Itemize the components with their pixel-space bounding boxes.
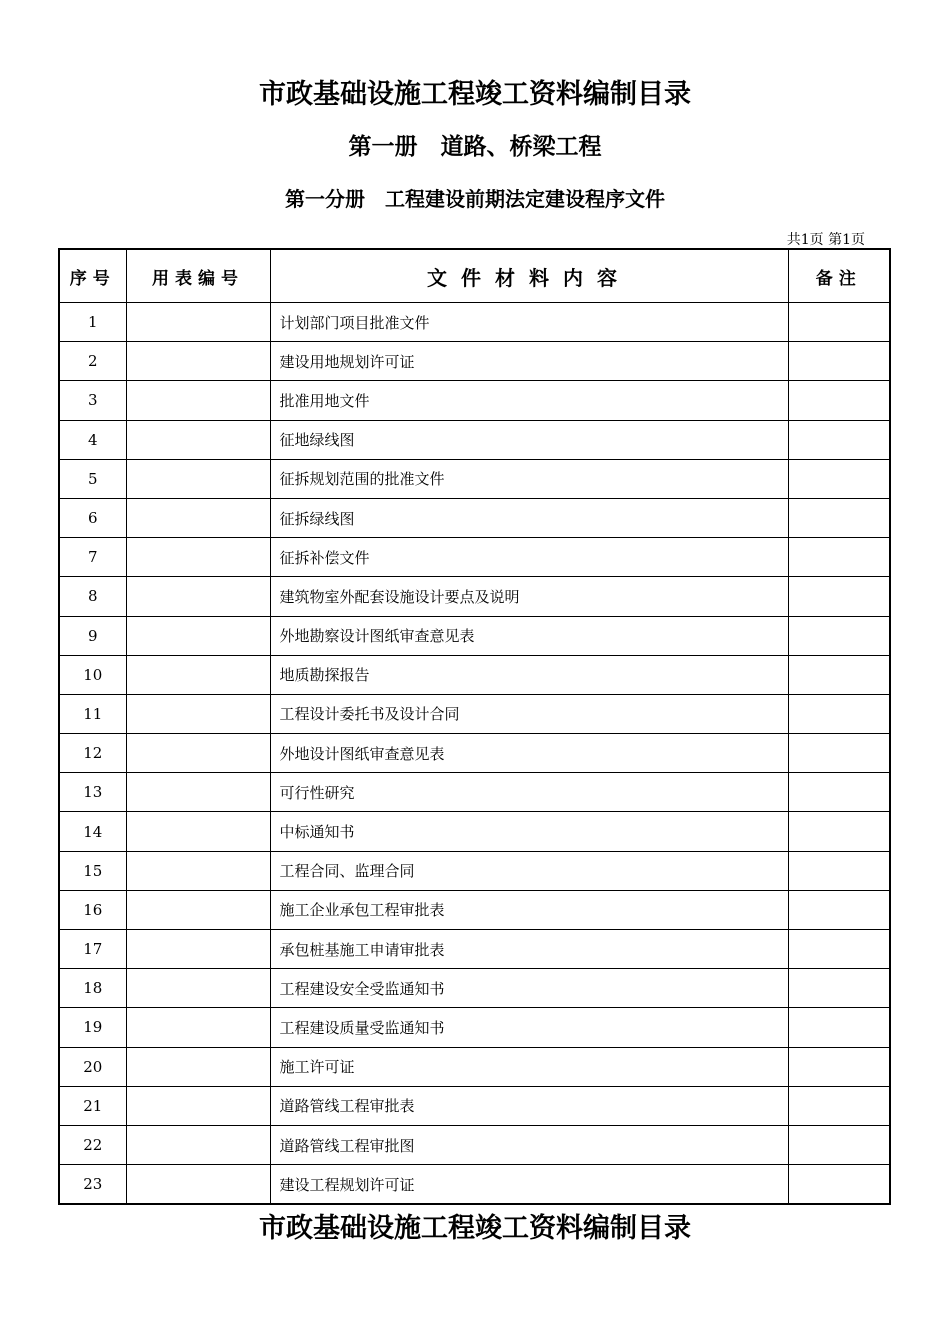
row-note-cell (788, 1165, 890, 1205)
table-row (59, 303, 890, 342)
row-content-cell: 道路管线工程审批图 (270, 1125, 788, 1164)
column-header-seq: 序号 (59, 249, 126, 303)
row-content-cell: 可行性研究 (270, 773, 788, 812)
table-row (59, 773, 890, 812)
row-note-cell (788, 1008, 890, 1047)
table-row (59, 655, 890, 694)
row-seq-cell: 19 (59, 1008, 126, 1047)
row-form-cell (126, 1125, 270, 1164)
row-content-cell: 施工许可证 (270, 1047, 788, 1086)
row-content-cell: 工程建设质量受监通知书 (270, 1008, 788, 1047)
row-form-cell (126, 890, 270, 929)
row-form-cell (126, 1047, 270, 1086)
row-content-cell: 外地设计图纸审查意见表 (270, 734, 788, 773)
row-note-cell (788, 655, 890, 694)
row-content-cell: 征拆规划范围的批准文件 (270, 459, 788, 498)
row-note-cell (788, 381, 890, 420)
row-seq-cell: 8 (59, 577, 126, 616)
row-content-cell: 中标通知书 (270, 812, 788, 851)
row-seq-cell: 3 (59, 381, 126, 420)
row-note-cell (788, 851, 890, 890)
table-row (59, 1047, 890, 1086)
table-row (59, 1165, 890, 1205)
row-seq-cell: 22 (59, 1125, 126, 1164)
row-seq-cell: 4 (59, 420, 126, 459)
row-form-cell (126, 420, 270, 459)
footer-title: 市政基础设施工程竣工资料编制目录 (259, 1213, 691, 1244)
row-form-cell (126, 498, 270, 537)
row-form-cell (126, 851, 270, 890)
row-content-cell: 建设用地规划许可证 (270, 342, 788, 381)
table-row (59, 577, 890, 616)
row-form-cell (126, 1165, 270, 1205)
row-seq-cell: 9 (59, 616, 126, 655)
row-form-cell (126, 616, 270, 655)
row-form-cell (126, 459, 270, 498)
table-row (59, 890, 890, 929)
row-content-cell: 外地勘察设计图纸审查意见表 (270, 616, 788, 655)
row-note-cell (788, 420, 890, 459)
row-form-cell (126, 303, 270, 342)
table-row (59, 420, 890, 459)
row-content-cell: 承包桩基施工申请审批表 (270, 930, 788, 969)
row-seq-cell: 15 (59, 851, 126, 890)
row-note-cell (788, 1086, 890, 1125)
row-note-cell (788, 694, 890, 733)
table-row (59, 538, 890, 577)
table-row (59, 734, 890, 773)
row-content-cell: 征拆绿线图 (270, 498, 788, 537)
table-row (59, 851, 890, 890)
row-seq-cell: 23 (59, 1165, 126, 1205)
row-note-cell (788, 459, 890, 498)
row-content-cell: 工程设计委托书及设计合同 (270, 694, 788, 733)
row-content-cell: 建设工程规划许可证 (270, 1165, 788, 1205)
row-note-cell (788, 1047, 890, 1086)
table-row (59, 616, 890, 655)
row-form-cell (126, 1008, 270, 1047)
table-row (59, 498, 890, 537)
row-seq-cell: 2 (59, 342, 126, 381)
row-form-cell (126, 538, 270, 577)
row-seq-cell: 18 (59, 969, 126, 1008)
row-form-cell (126, 812, 270, 851)
table-header-row (59, 249, 890, 303)
table-row (59, 459, 890, 498)
row-form-cell (126, 1086, 270, 1125)
row-note-cell (788, 498, 890, 537)
row-content-cell: 征拆补偿文件 (270, 538, 788, 577)
row-note-cell (788, 773, 890, 812)
row-content-cell: 批准用地文件 (270, 381, 788, 420)
row-form-cell (126, 773, 270, 812)
row-note-cell (788, 969, 890, 1008)
subvolume-title: 第一分册 工程建设前期法定建设程序文件 (285, 187, 665, 211)
table-row (59, 930, 890, 969)
row-seq-cell: 6 (59, 498, 126, 537)
table-row (59, 1086, 890, 1125)
catalog-table (58, 248, 891, 1205)
table-row (59, 969, 890, 1008)
row-content-cell: 征地绿线图 (270, 420, 788, 459)
row-note-cell (788, 303, 890, 342)
row-content-cell: 建筑物室外配套设施设计要点及说明 (270, 577, 788, 616)
table-row (59, 812, 890, 851)
row-note-cell (788, 577, 890, 616)
row-form-cell (126, 342, 270, 381)
row-seq-cell: 16 (59, 890, 126, 929)
row-seq-cell: 17 (59, 930, 126, 969)
row-seq-cell: 1 (59, 303, 126, 342)
row-form-cell (126, 655, 270, 694)
row-seq-cell: 12 (59, 734, 126, 773)
row-content-cell: 工程建设安全受监通知书 (270, 969, 788, 1008)
row-seq-cell: 10 (59, 655, 126, 694)
row-form-cell (126, 577, 270, 616)
table-row (59, 1125, 890, 1164)
column-header-content: 文件材料内容 (270, 249, 788, 303)
row-content-cell: 道路管线工程审批表 (270, 1086, 788, 1125)
page-title: 市政基础设施工程竣工资料编制目录 (259, 79, 691, 110)
table-row (59, 342, 890, 381)
column-header-note: 备注 (788, 249, 890, 303)
row-note-cell (788, 890, 890, 929)
row-form-cell (126, 969, 270, 1008)
row-form-cell (126, 930, 270, 969)
row-seq-cell: 7 (59, 538, 126, 577)
row-form-cell (126, 381, 270, 420)
row-content-cell: 工程合同、监理合同 (270, 851, 788, 890)
row-form-cell (126, 694, 270, 733)
row-seq-cell: 11 (59, 694, 126, 733)
row-note-cell (788, 734, 890, 773)
page-info: 共1页 第1页 (786, 232, 865, 248)
row-note-cell (788, 342, 890, 381)
row-note-cell (788, 616, 890, 655)
row-note-cell (788, 930, 890, 969)
row-note-cell (788, 812, 890, 851)
row-content-cell: 地质勘探报告 (270, 655, 788, 694)
row-note-cell (788, 538, 890, 577)
row-seq-cell: 5 (59, 459, 126, 498)
row-seq-cell: 14 (59, 812, 126, 851)
row-form-cell (126, 734, 270, 773)
table-row (59, 381, 890, 420)
row-content-cell: 计划部门项目批准文件 (270, 303, 788, 342)
table-row (59, 694, 890, 733)
row-seq-cell: 21 (59, 1086, 126, 1125)
row-content-cell: 施工企业承包工程审批表 (270, 890, 788, 929)
volume-title: 第一册 道路、桥梁工程 (348, 134, 602, 160)
row-seq-cell: 20 (59, 1047, 126, 1086)
table-row (59, 1008, 890, 1047)
row-seq-cell: 13 (59, 773, 126, 812)
row-note-cell (788, 1125, 890, 1164)
column-header-form-no: 用表编号 (126, 249, 270, 303)
